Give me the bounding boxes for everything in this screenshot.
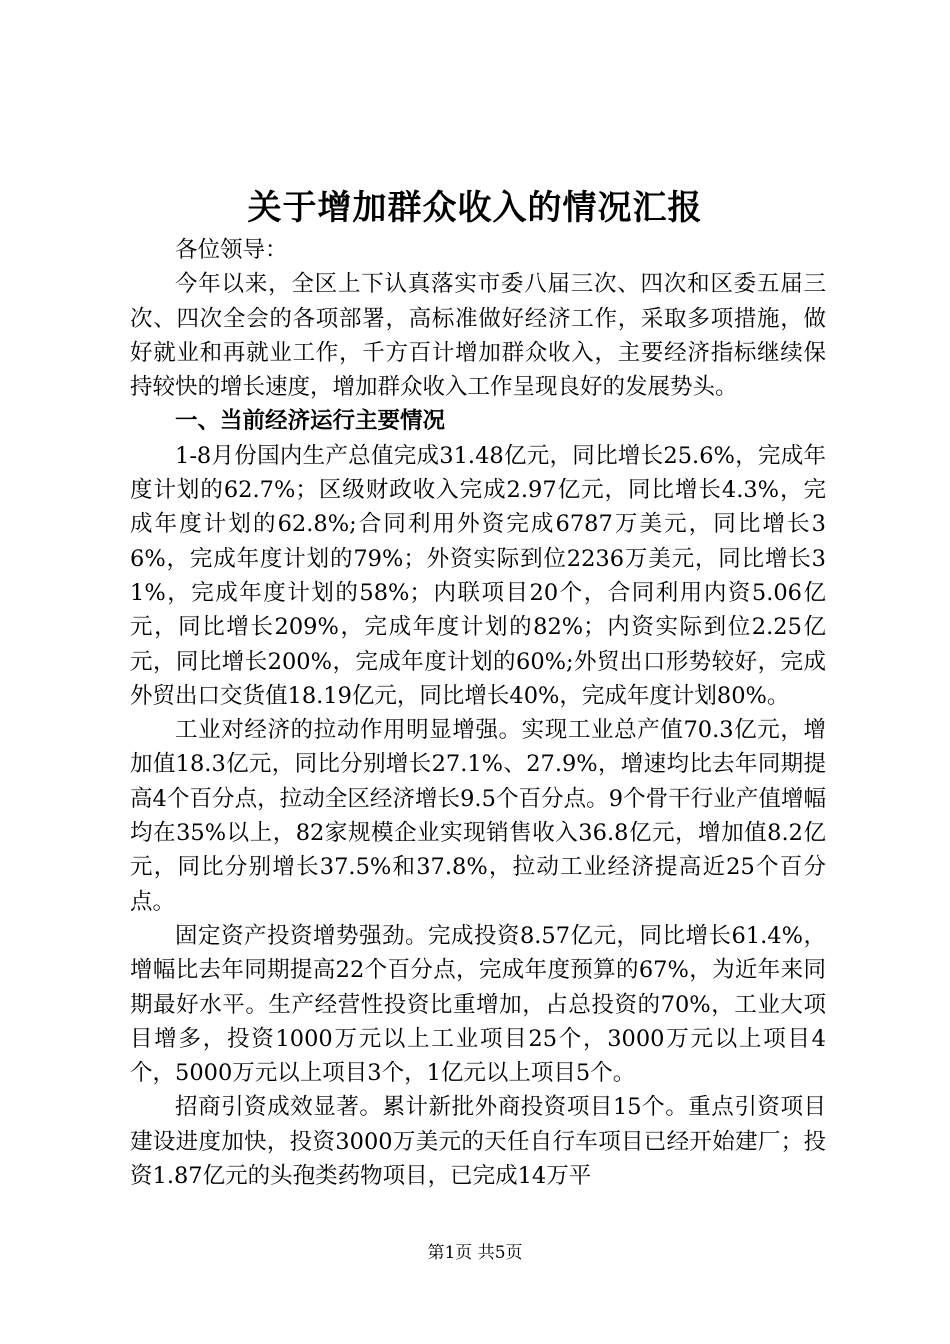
paragraph-industry: 工业对经济的拉动作用明显增强。实现工业总产值70.3亿元，增加值18.3亿元，同比分别增长27.1%、27.9%，增速均比去年同期提高4个百分点，拉动全区经济增长9.5个百分点。9个骨干行业产值增幅均在35%以上，82家规模企业实现销售收入36.8亿元，增加值8.2亿元，同比分别增长37.5%和37.8%，拉动工业经济提高近25个百分点。	[130, 717, 826, 915]
document-body	[130, 233, 826, 1193]
paragraph-attract-investment: 招商引资成效显著。累计新批外商投资项目15个。重点引资项目建设进度加快，投资3000万美元的天任自行车项目已经开始建厂；投资1.87亿元的头孢类药物项目，已完成14万平	[130, 1094, 826, 1190]
paragraph-economy: 1-8月份国内生产总值完成31.48亿元，同比增长25.6%，完成年度计划的62.7%；区级财政收入完成2.97亿元，同比增长4.3%，完成年度计划的62.8%;合同利用外资完成6787万美元，同比增长36%，完成年度计划的79%；外资实际到位2236万美元，同比增长31%，完成年度计划的58%；内联项目20个，合同利用内资5.06亿元，同比增长209%，完成年度计划的82%；内资实际到位2.25亿元，同比增长200%，完成年度计划的60%;外贸出口形势较好，完成外贸出口交货值18.19亿元，同比增长40%，完成年度计划80%。	[130, 442, 826, 709]
document-title: 关于增加群众收入的情况汇报	[247, 188, 703, 228]
section-heading: 一、当前经济运行主要情况	[175, 408, 446, 435]
paragraph-investment: 固定资产投资增势强劲。完成投资8.57亿元，同比增长61.4%，增幅比去年同期提高22个百分点，完成年度预算的67%，为近年来同期最好水平。生产经营性投资比重增加，占总投资的70%，工业大项目增多，投资1000万元以上工业项目25个，3000万元以上项目4个，5000万元以上项目3个，1亿元以上项目5个。	[130, 922, 826, 1087]
page-footer: 第1页 共5页	[427, 1243, 523, 1263]
salutation: 各位领导：	[175, 237, 288, 263]
paragraph-intro: 今年以来，全区上下认真落实市委八届三次、四次和区委五届三次、四次全会的各项部署，高标准做好经济工作，采取多项措施，做好就业和再就业工作，千方百计增加群众收入，主要经济指标继续保持较快的增长速度，增加群众收入工作呈现良好的发展势头。	[130, 271, 826, 401]
